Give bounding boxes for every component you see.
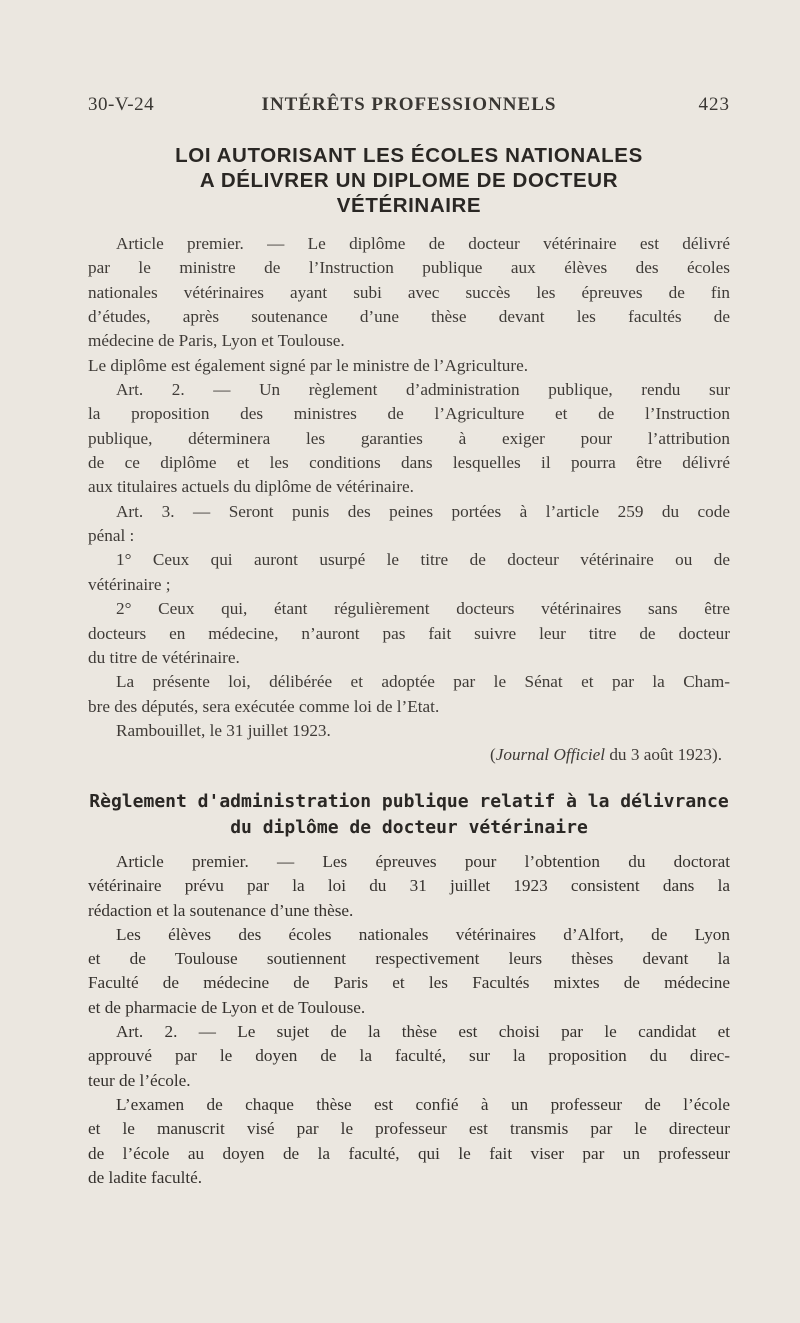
text-line: vétérinaire ;: [88, 574, 171, 594]
law-body: [88, 232, 730, 768]
text-line: teur de l’école.: [88, 1070, 191, 1090]
text-line: et de Toulouse soutiennent respectivement leurs thèses devant la: [88, 949, 730, 969]
regulation-title: [88, 789, 730, 841]
text-line: médecine de Paris, Lyon et Toulouse.: [88, 331, 345, 351]
law-article-3-item-2: [88, 597, 730, 670]
text-line: Art. 2. — Un règlement d’administration publique, rendu sur: [116, 380, 730, 400]
law-title-line: LOI AUTORISANT LES ÉCOLES NATIONALES: [175, 144, 643, 167]
text-line: bre des députés, sera exécutée comme loi de l’Etat.: [88, 696, 440, 716]
text-line: et de pharmacie de Lyon et de Toulouse.: [88, 997, 366, 1017]
law-title: [88, 143, 730, 218]
text-line: de ladite faculté.: [88, 1167, 203, 1187]
text-line: 1° Ceux qui auront usurpé le titre de docteur vétérinaire ou de: [116, 550, 730, 570]
law-article-2: [88, 378, 730, 500]
regulation-title-line: du diplôme de docteur vétérinaire: [230, 817, 588, 838]
text-line: pénal :: [88, 526, 135, 546]
text-line: L’examen de chaque thèse est confié à un professeur de l’école: [116, 1094, 730, 1114]
issue-date: 30-V-24: [88, 94, 155, 115]
regulation-article-2-p2: [88, 1093, 730, 1190]
text-line: de ce diplôme et les conditions dans lesquelles il pourra être délivré: [88, 453, 730, 473]
law-place-date: Rambouillet, le 31 juillet 1923.: [116, 720, 331, 740]
running-header: [88, 94, 730, 124]
page-number: 423: [698, 94, 730, 115]
text-line: Art. 2. — Le sujet de la thèse est choisi par le candidat et: [116, 1022, 730, 1042]
journal-name: Journal Officiel: [495, 745, 606, 765]
law-source: (Journal Officiel du 3 août 1923).: [489, 745, 722, 765]
section-title: INTÉRÊTS PROFESSIONNELS: [261, 94, 557, 115]
text-line: Article premier. — Le diplôme de docteur vétérinaire est délivré: [116, 234, 730, 253]
law-article-3: [88, 500, 730, 549]
text-line: vétérinaire prévu par la loi du 31 juillet 1923 consistent dans la: [88, 876, 730, 896]
text-line: Les élèves des écoles nationales vétérinaires d’Alfort, de Lyon: [116, 924, 730, 944]
law-closing: [88, 670, 730, 719]
text-line: Faculté de médecine de Paris et les Facultés mixtes de médecine: [88, 973, 730, 993]
regulation-body: [88, 850, 730, 1190]
text-line: docteurs en médecine, n’auront pas fait suivre leur titre de docteur: [88, 623, 730, 643]
law-title-line: A DÉLIVRER UN DIPLOME DE DOCTEUR: [199, 169, 619, 192]
text-line: d’études, après soutenance d’une thèse devant les facultés de: [88, 307, 730, 327]
text-line: publique, déterminera les garanties à exiger pour l’attribution: [88, 428, 730, 448]
text-line: du titre de vétérinaire.: [88, 647, 240, 667]
text-line: par le ministre de l’Instruction publique aux élèves des écoles: [88, 258, 730, 278]
law-article-3-item-1: [88, 548, 730, 597]
regulation-title-line: Règlement d'administration publique relatif à la délivrance: [89, 791, 729, 812]
text-line: et le manuscrit visé par le professeur est transmis par le directeur: [88, 1119, 730, 1139]
text-line: approuvé par le doyen de la faculté, sur la proposition du direc-: [88, 1046, 730, 1066]
law-title-line: VÉTÉRINAIRE: [336, 194, 482, 217]
text-line: Article premier. — Les épreuves pour l’obtention du doctorat: [116, 852, 730, 871]
text-line: 2° Ceux qui, étant régulièrement docteurs vétérinaires sans être: [116, 599, 730, 619]
regulation-article-1-p2: [88, 923, 730, 1020]
text-line: de l’école au doyen de la faculté, qui le fait viser par un professeur: [88, 1143, 730, 1163]
text-line: la proposition des ministres de l’Agriculture et de l’Instruction: [88, 404, 730, 424]
regulation-article-2: [88, 1020, 730, 1093]
text-line: La présente loi, délibérée et adoptée par le Sénat et par la Cham-: [116, 672, 730, 692]
text-line: Art. 3. — Seront punis des peines portées à l’article 259 du code: [116, 501, 730, 521]
text-line: rédaction et la soutenance d’une thèse.: [88, 900, 354, 920]
text-line: aux titulaires actuels du diplôme de vétérinaire.: [88, 477, 414, 497]
law-article-1-signature: Le diplôme est également signé par le ministre de l’Agriculture.: [88, 355, 529, 375]
text-line: nationales vétérinaires ayant subi avec succès les épreuves de fin: [88, 282, 730, 302]
law-article-1: [88, 232, 730, 354]
regulation-article-1: [88, 850, 730, 923]
